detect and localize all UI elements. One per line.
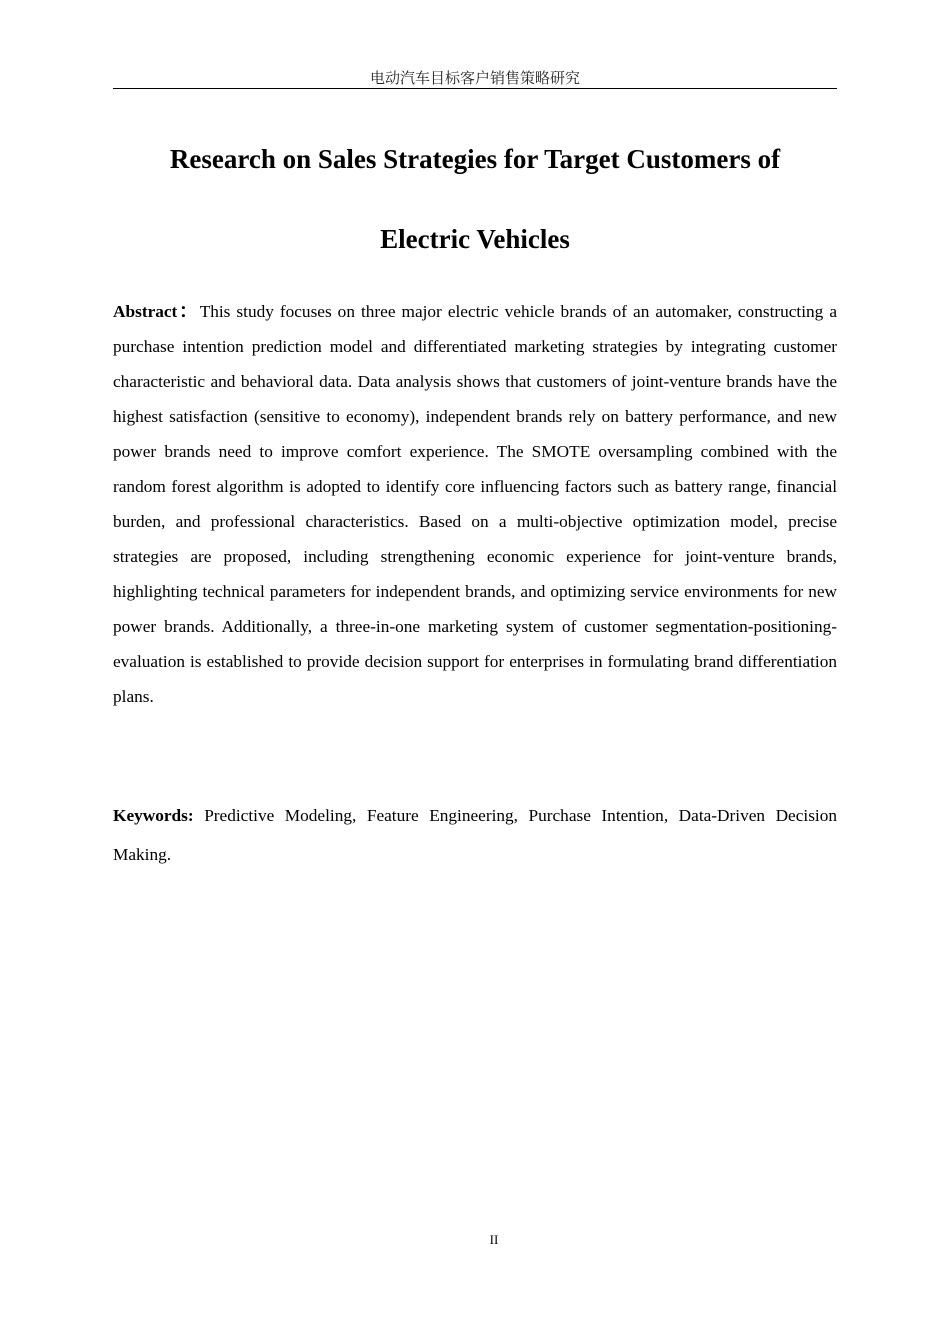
abstract-paragraph [113, 294, 837, 714]
header-rule [113, 88, 837, 89]
document-title [113, 119, 837, 279]
abstract-colon: ： [177, 301, 200, 322]
title-line-2: Electric Vehicles [380, 224, 570, 254]
abstract-label: Abstract [113, 302, 178, 321]
running-header: 电动汽车目标客户销售策略研究 [369, 69, 580, 87]
abstract-text: This study focuses on three major electric vehicle brands of an automaker, constructing a purchase intention prediction model and differentiated marketing strategies by integrating customer characteristic and behavioral data. Data analysis shows that customers of joint-venture brands have the highest satisfaction (sensitive to economy), independent brands rely on battery performance, and new power brands need to improve comfort experience. The SMOTE oversampling combined with the random forest algorithm is adopted to identify core influencing factors such as battery range, financial burden, and professional characteristics. Based on a multi-objective optimization model, precise strategies are proposed, including strengthening economic experience for joint-venture brands, highlighting technical parameters for independent brands, and optimizing service environments for new power brands. Additionally, a three-in-one marketing system of customer segmentation-positioning-evaluation is established to provide decision support for enterprises in formulating brand differentiation plans. [113, 302, 837, 706]
title-line-1: Research on Sales Strategies for Target Customers of [169, 144, 781, 174]
keywords-label: Keywords: [113, 806, 194, 825]
keywords-paragraph [113, 796, 837, 874]
keywords-text: Predictive Modeling, Feature Engineering, Purchase Intention, Data-Driven Decision Making. [113, 806, 838, 864]
page-number: II [489, 1232, 499, 1247]
